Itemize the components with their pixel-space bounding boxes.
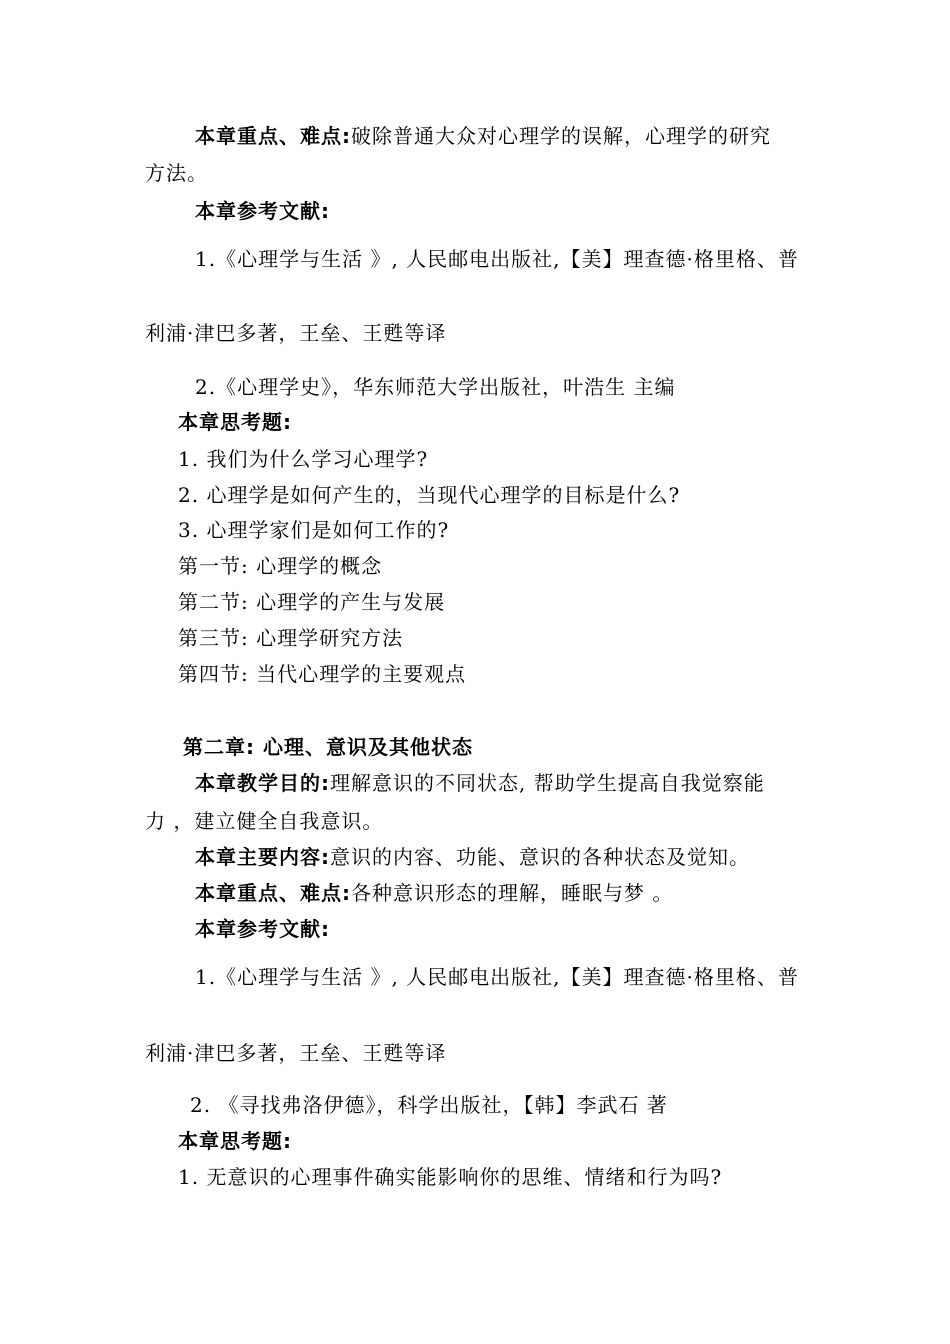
ch2-content-text: 意识的内容、功能、意识的各种状态及觉知。	[330, 845, 750, 869]
ch2-goal-label: 本章教学目的:	[195, 771, 330, 795]
ch1-keypoints-text-cont: 方法。	[145, 161, 208, 185]
ch2-keypoints-label: 本章重点、难点:	[195, 881, 351, 905]
ch1-reference-1-cont: 利浦·津巴多著，王垒、王甦等译	[145, 321, 447, 345]
ch1-keypoints-text: 破除普通大众对心理学的误解，心理学的研究	[351, 124, 771, 148]
ch1-question-2: 2. 心理学是如何产生的，当现代心理学的目标是什么?	[178, 483, 681, 507]
ch2-keypoints-line	[195, 880, 673, 906]
ch1-question-1: 1. 我们为什么学习心理学?	[178, 447, 429, 471]
ch2-question-1: 1. 无意识的心理事件确实能影响你的思维、情绪和行为吗?	[178, 1165, 723, 1189]
ch2-questions-label: 本章思考题:	[178, 1129, 292, 1153]
ch2-reference-2: 2. 《寻找弗洛伊德》，科学出版社，【韩】李武石 著	[190, 1093, 668, 1117]
ch2-title: 第二章: 心理、意识及其他状态	[183, 735, 473, 759]
ch2-goal-line	[195, 770, 765, 796]
ch2-content-label: 本章主要内容:	[195, 845, 330, 869]
ch2-content-line	[195, 844, 750, 870]
ch1-keypoints-line	[195, 123, 771, 149]
ch1-reference-1: 1.《心理学与生活 》, 人民邮电出版社,【美】理查德·格里格、普	[195, 247, 799, 271]
ch2-goal-text-cont: 力 ，建立健全自我意识。	[145, 809, 384, 833]
ch2-keypoints-text: 各种意识形态的理解，睡眠与梦 。	[351, 881, 674, 905]
ch1-section-2: 第二节: 心理学的产生与发展	[178, 590, 446, 614]
ch1-section-3: 第三节: 心理学研究方法	[178, 626, 404, 650]
ch1-questions-label: 本章思考题:	[178, 410, 292, 434]
ch2-references-label: 本章参考文献:	[195, 917, 330, 941]
ch2-goal-text: 理解意识的不同状态, 帮助学生提高自我觉察能	[330, 771, 765, 795]
ch1-question-3: 3. 心理学家们是如何工作的?	[178, 518, 450, 542]
ch2-reference-1-cont: 利浦·津巴多著，王垒、王甦等译	[145, 1041, 447, 1065]
ch1-reference-2: 2.《心理学史》，华东师范大学出版社，叶浩生 主编	[195, 375, 676, 399]
ch2-reference-1: 1.《心理学与生活 》, 人民邮电出版社,【美】理查德·格里格、普	[195, 965, 799, 989]
ch1-keypoints-label: 本章重点、难点:	[195, 124, 351, 148]
ch1-section-1: 第一节: 心理学的概念	[178, 554, 383, 578]
ch1-references-label: 本章参考文献:	[195, 199, 330, 223]
ch1-section-4: 第四节: 当代心理学的主要观点	[178, 662, 467, 686]
